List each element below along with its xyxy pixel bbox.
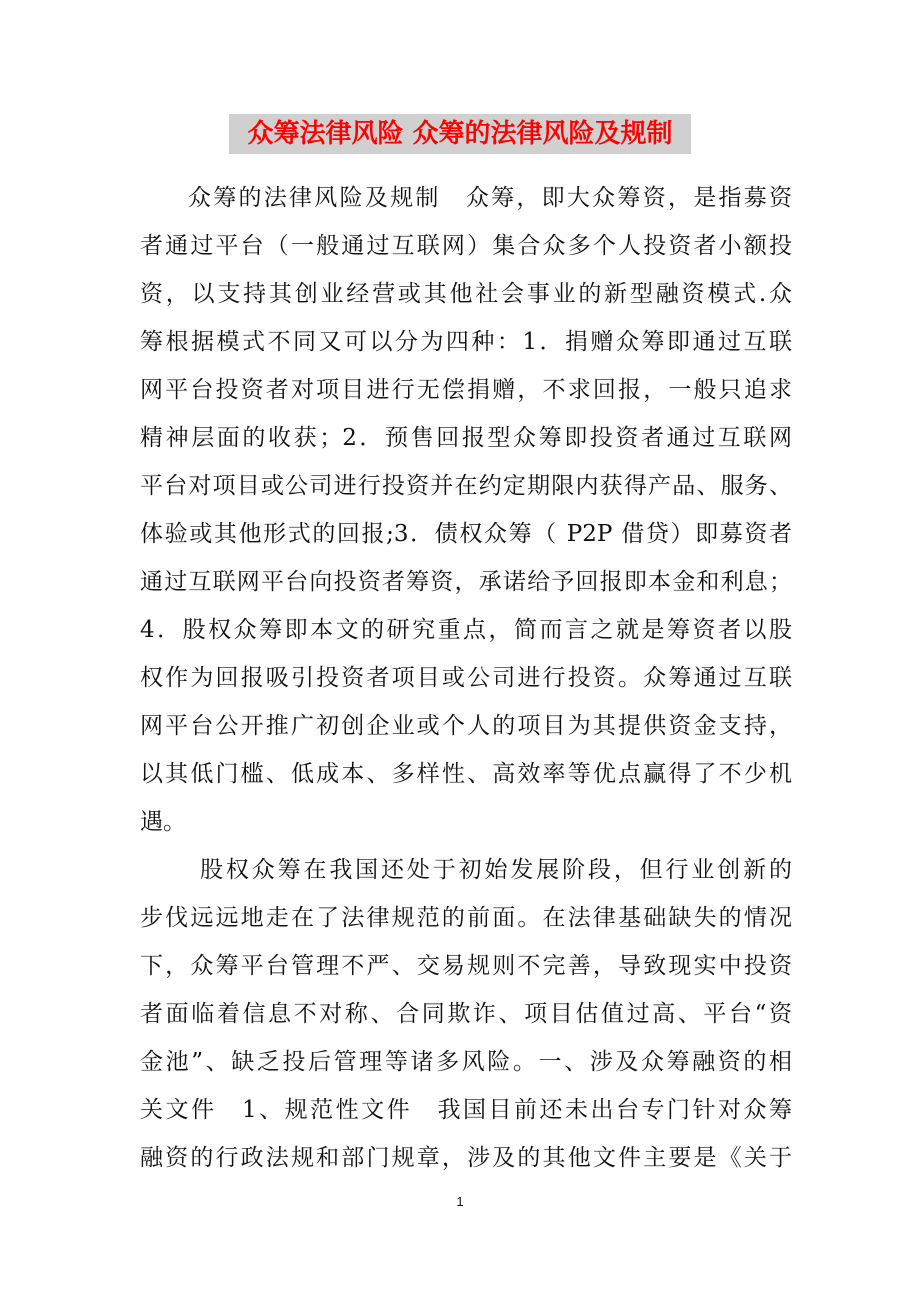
document-body xyxy=(140,174,792,1182)
text-line: 通过互联网平台向投资者筹资，承诺给予回报即本金和利息； xyxy=(140,569,792,595)
text-line: 融资的行政法规和部门规章，涉及的其他文件主要是《关于 xyxy=(140,1145,792,1171)
text-line: 4．股权众筹即本文的研究重点，简而言之就是筹资者以股 xyxy=(140,617,792,643)
text-line: 步伐远远地走在了法律规范的前面。在法律基础缺失的情况 xyxy=(140,905,792,931)
text-line: 遇。 xyxy=(140,809,186,835)
text-line: 以其低门槛、低成本、多样性、高效率等优点赢得了不少机 xyxy=(140,761,792,787)
text-line: 下，众筹平台管理不严、交易规则不完善，导致现实中投资 xyxy=(140,953,792,979)
text-line: 金池”、缺乏投后管理等诸多风险。一、涉及众筹融资的相 xyxy=(140,1049,792,1075)
text-line: 权作为回报吸引投资者项目或公司进行投资。众筹通过互联 xyxy=(140,665,792,691)
text-line: 网平台投资者对项目进行无偿捐赠，不求回报，一般只追求 xyxy=(140,377,792,403)
text-line: 体验或其他形式的回报;3．债权众筹（ P2P 借贷）即募资者 xyxy=(140,521,792,547)
text-line: 者面临着信息不对称、合同欺诈、项目估值过高、平台“资 xyxy=(140,1001,792,1027)
text-line: 者通过平台（一般通过互联网）集合众多个人投资者小额投 xyxy=(140,233,792,259)
text-line: 众筹的法律风险及规制 众筹，即大众筹资，是指募资 xyxy=(188,185,792,211)
text-line: 筹根据模式不同又可以分为四种：1．捐赠众筹即通过互联 xyxy=(140,329,792,355)
page-number: 1 xyxy=(456,1194,464,1209)
text-line: 资，以支持其创业经营或其他社会事业的新型融资模式.众 xyxy=(140,281,792,307)
text-line: 精神层面的收获；2．预售回报型众筹即投资者通过互联网 xyxy=(140,425,792,451)
text-line: 股权众筹在我国还处于初始发展阶段，但行业创新的 xyxy=(200,857,792,883)
paragraph-2 xyxy=(140,846,792,1182)
paragraph-1 xyxy=(140,174,792,846)
text-line: 网平台公开推广初创企业或个人的项目为其提供资金支持， xyxy=(140,713,792,739)
text-line: 平台对项目或公司进行投资并在约定期限内获得产品、服务、 xyxy=(140,473,792,499)
text-line: 关文件 1、规范性文件 我国目前还未出台专门针对众筹 xyxy=(140,1097,792,1123)
document-title: 众筹法律风险 众筹的法律风险及规制 xyxy=(229,114,691,154)
